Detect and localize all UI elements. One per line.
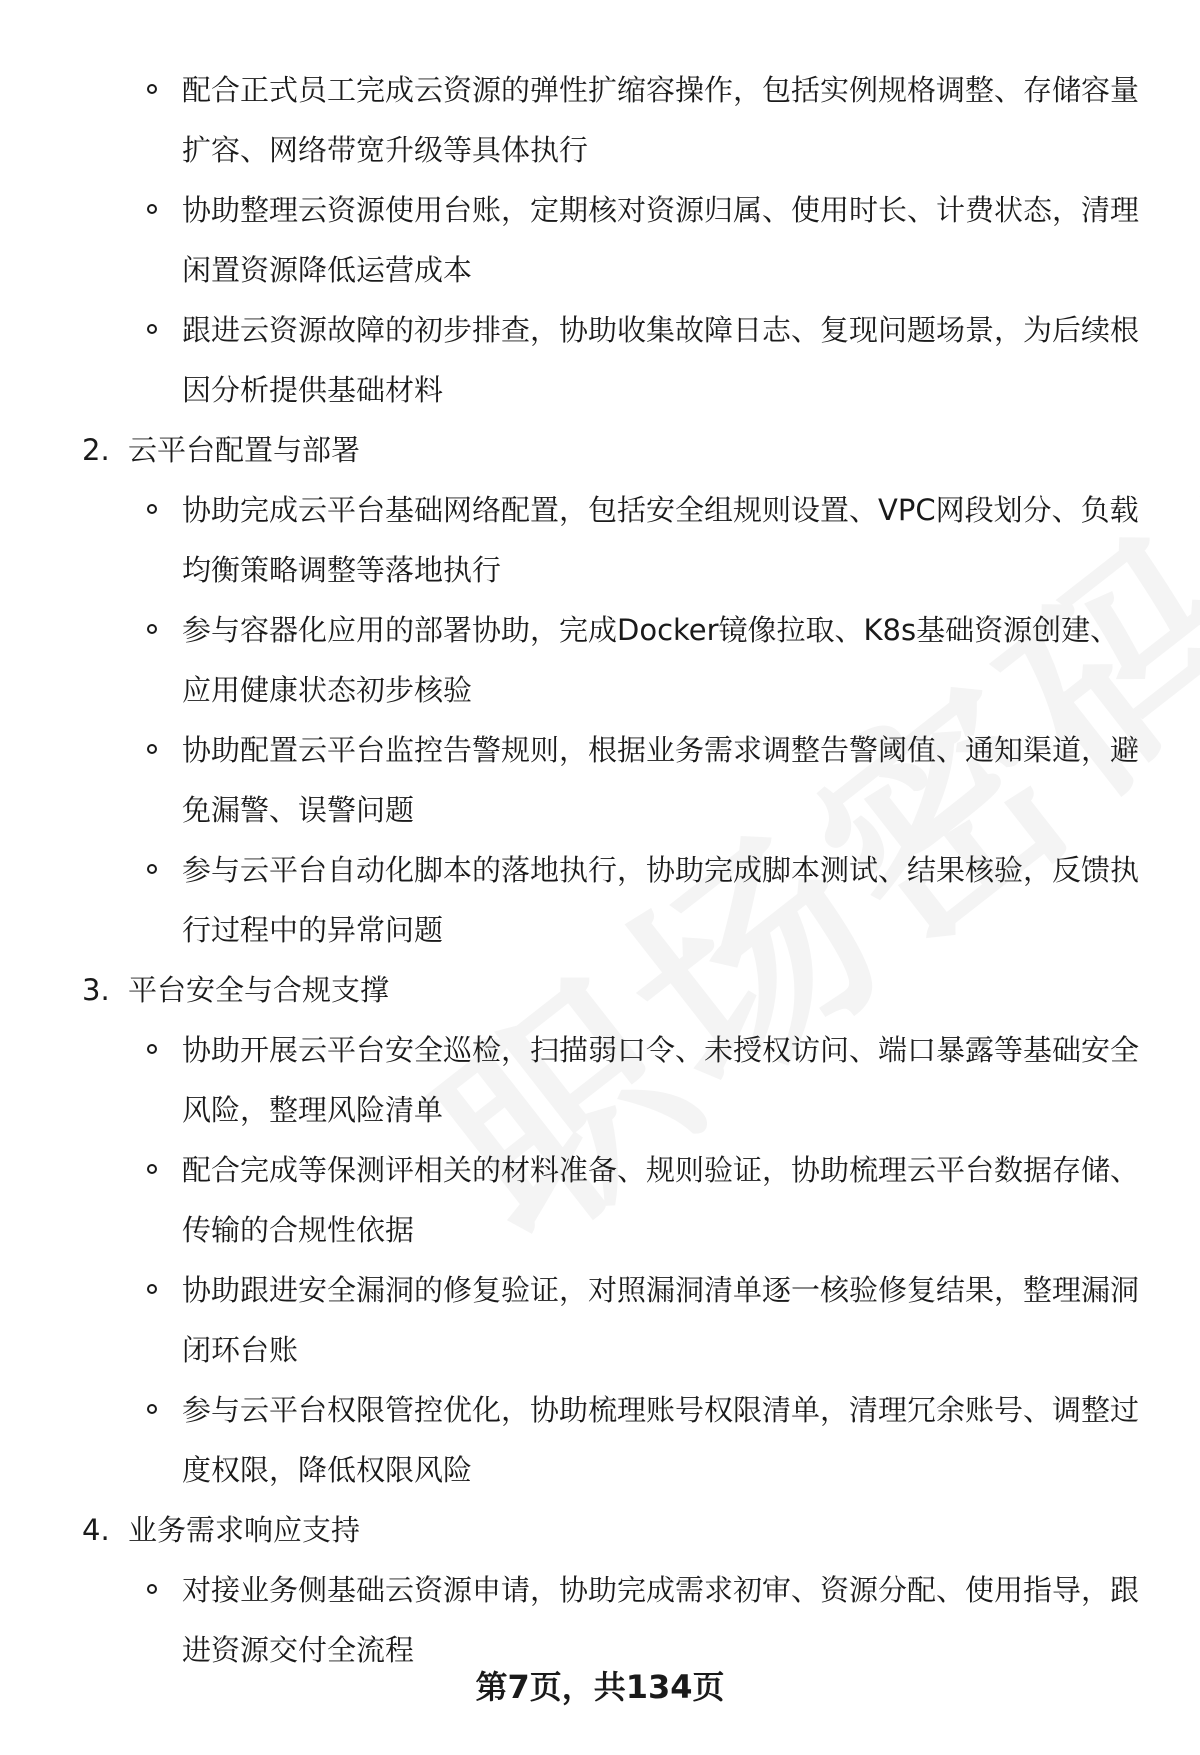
list-item: 配合正式员工完成云资源的弹性扩缩容操作，包括实例规格调整、存储容量扩容、网络带宽升级等具体执行 [0, 60, 1200, 180]
list-item: 参与云平台自动化脚本的落地执行，协助完成脚本测试、结果核验，反馈执行过程中的异常问题 [0, 840, 1200, 960]
list-item: 协助跟进安全漏洞的修复验证，对照漏洞清单逐一核验修复结果，整理漏洞闭环台账 [0, 1260, 1200, 1380]
section-number: 4. [82, 1513, 110, 1547]
list-item: 配合完成等保测评相关的材料准备、规则验证，协助梳理云平台数据存储、传输的合规性依据 [0, 1140, 1200, 1260]
intro-bullet-list [0, 60, 1200, 420]
list-item: 协助整理云资源使用台账，定期核对资源归属、使用时长、计费状态，清理闲置资源降低运营成本 [0, 180, 1200, 300]
section-heading [0, 1500, 1200, 1560]
section-number: 2. [82, 433, 110, 467]
section-bullet-list [0, 1020, 1200, 1500]
document-content [0, 60, 1200, 1680]
list-item: 跟进云资源故障的初步排查，协助收集故障日志、复现问题场景，为后续根因分析提供基础材料 [0, 300, 1200, 420]
section-4 [0, 1500, 1200, 1680]
section-bullet-list [0, 480, 1200, 960]
list-item: 参与容器化应用的部署协助，完成Docker镜像拉取、K8s基础资源创建、应用健康状态初步核验 [0, 600, 1200, 720]
page-number-footer: 第7页，共134页 [475, 1668, 725, 1706]
section-title: 业务需求响应支持 [128, 1513, 361, 1547]
section-3 [0, 960, 1200, 1500]
section-heading [0, 420, 1200, 480]
section-2 [0, 420, 1200, 960]
list-item: 协助配置云平台监控告警规则，根据业务需求调整告警阈值、通知渠道，避免漏警、误警问题 [0, 720, 1200, 840]
section-heading [0, 960, 1200, 1020]
list-item: 协助开展云平台安全巡检，扫描弱口令、未授权访问、端口暴露等基础安全风险，整理风险清单 [0, 1020, 1200, 1140]
list-item: 协助完成云平台基础网络配置，包括安全组规则设置、VPC网段划分、负载均衡策略调整等落地执行 [0, 480, 1200, 600]
list-item: 参与云平台权限管控优化，协助梳理账号权限清单，清理冗余账号、调整过度权限，降低权限风险 [0, 1380, 1200, 1500]
section-title: 平台安全与合规支撑 [128, 973, 390, 1007]
list-item: 对接业务侧基础云资源申请，协助完成需求初审、资源分配、使用指导，跟进资源交付全流程 [0, 1560, 1200, 1680]
section-number: 3. [82, 973, 110, 1007]
section-title: 云平台配置与部署 [128, 433, 361, 467]
